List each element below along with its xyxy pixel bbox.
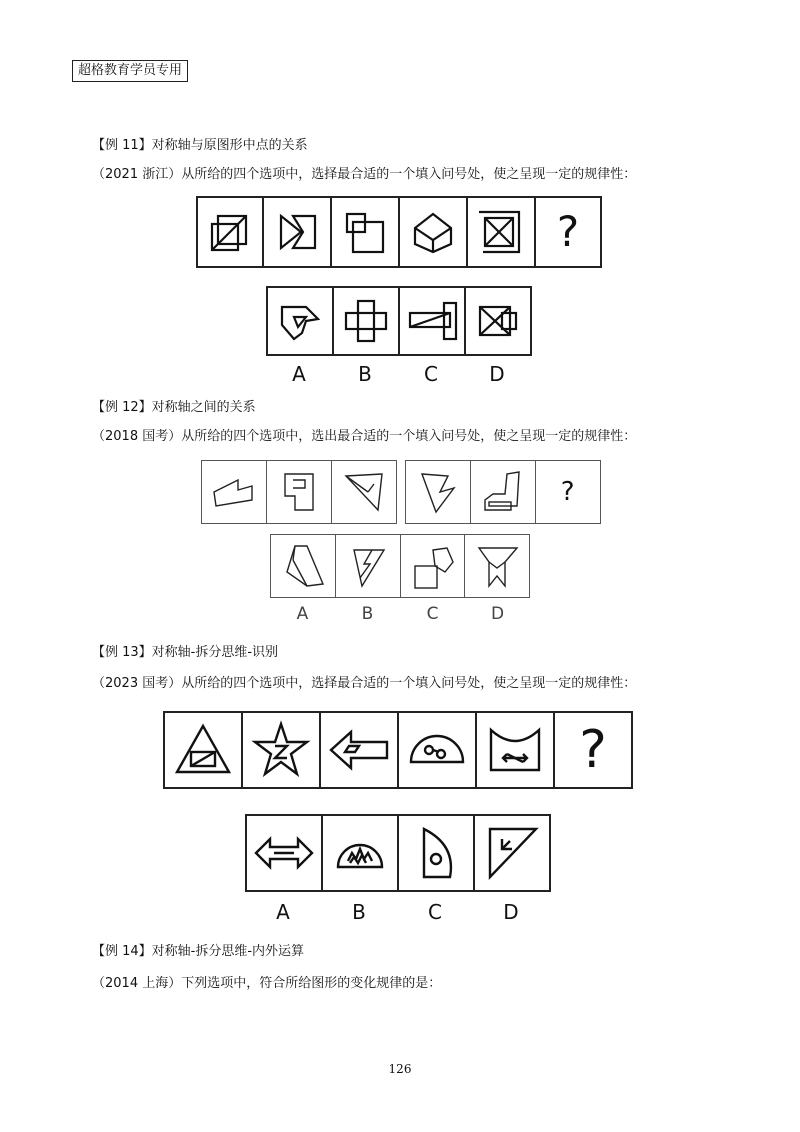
ex11-figure-3 — [330, 196, 400, 268]
ex12-question-mark: ? — [535, 460, 601, 524]
option-label-a: A — [292, 362, 306, 386]
ex13-figure-2 — [241, 711, 321, 789]
ex12-option-c[interactable] — [400, 534, 466, 598]
example-12-question: （2018 国考）从所给的四个选项中，选出最合适的一个填入问号处，使之呈现一定的规律性： — [92, 429, 637, 444]
example-12-options-strip — [270, 534, 530, 598]
example-14-heading: 【例 14】对称轴-拆分思维-内外运算 — [92, 944, 305, 959]
option-label-a: A — [296, 604, 309, 624]
ex13-option-d[interactable] — [473, 814, 551, 892]
ex12-figure-5 — [470, 460, 536, 524]
ex13-option-b[interactable] — [321, 814, 399, 892]
option-label-c: C — [424, 362, 438, 386]
ex12-option-b[interactable] — [335, 534, 401, 598]
ex13-figure-1 — [163, 711, 243, 789]
ex12-figure-3 — [331, 460, 397, 524]
example-14-question: （2014 上海）下列选项中，符合所给图形的变化规律的是： — [92, 976, 442, 991]
option-label-d: D — [490, 604, 505, 624]
example-11-heading: 【例 11】对称轴与原图形中点的关系 — [92, 138, 308, 153]
example-13-question: （2023 国考）从所给的四个选项中，选择最合适的一个填入问号处，使之呈现一定的规律性： — [92, 676, 637, 691]
ex13-figure-4 — [397, 711, 477, 789]
example-12-group-2 — [405, 460, 601, 524]
ex11-figure-5 — [466, 196, 536, 268]
example-13-question-strip — [163, 711, 633, 789]
ex11-figure-2 — [262, 196, 332, 268]
page-number: 126 — [388, 1062, 412, 1076]
example-13-heading: 【例 13】对称轴-拆分思维-识别 — [92, 645, 279, 660]
example-13-options-strip — [245, 814, 551, 892]
ex13-option-c[interactable] — [397, 814, 475, 892]
ex13-question-mark: ? — [553, 711, 633, 789]
ex11-question-mark: ? — [534, 196, 602, 268]
ex11-option-labels — [266, 362, 530, 386]
ex11-figure-4 — [398, 196, 468, 268]
example-11-question: （2021 浙江）从所给的四个选项中，选择最合适的一个填入问号处，使之呈现一定的规律性： — [92, 167, 637, 182]
ex12-figure-2 — [266, 460, 332, 524]
example-11-options-strip — [266, 286, 532, 356]
option-label-b: B — [361, 604, 374, 624]
ex11-figure-1 — [196, 196, 264, 268]
ex11-option-c[interactable] — [398, 286, 466, 356]
ex13-option-a[interactable] — [245, 814, 323, 892]
ex12-option-a[interactable] — [270, 534, 336, 598]
ex13-figure-3 — [319, 711, 399, 789]
ex13-option-labels — [245, 900, 549, 924]
ex11-option-d[interactable] — [464, 286, 532, 356]
option-label-b: B — [352, 900, 366, 924]
option-label-d: D — [503, 900, 519, 924]
ex12-option-labels — [270, 604, 530, 624]
ex11-option-b[interactable] — [332, 286, 400, 356]
option-label-c: C — [426, 604, 439, 624]
example-12-heading: 【例 12】对称轴之间的关系 — [92, 400, 256, 415]
example-11-question-strip — [196, 196, 602, 268]
ex12-figure-4 — [405, 460, 471, 524]
ex13-figure-5 — [475, 711, 555, 789]
example-12-group-1 — [201, 460, 397, 524]
option-label-a: A — [276, 900, 290, 924]
option-label-c: C — [428, 900, 442, 924]
option-label-b: B — [358, 362, 372, 386]
header-tag: 超格教育学员专用 — [72, 60, 188, 82]
ex11-option-a[interactable] — [266, 286, 334, 356]
option-label-d: D — [489, 362, 505, 386]
ex12-option-d[interactable] — [464, 534, 530, 598]
ex12-figure-1 — [201, 460, 267, 524]
